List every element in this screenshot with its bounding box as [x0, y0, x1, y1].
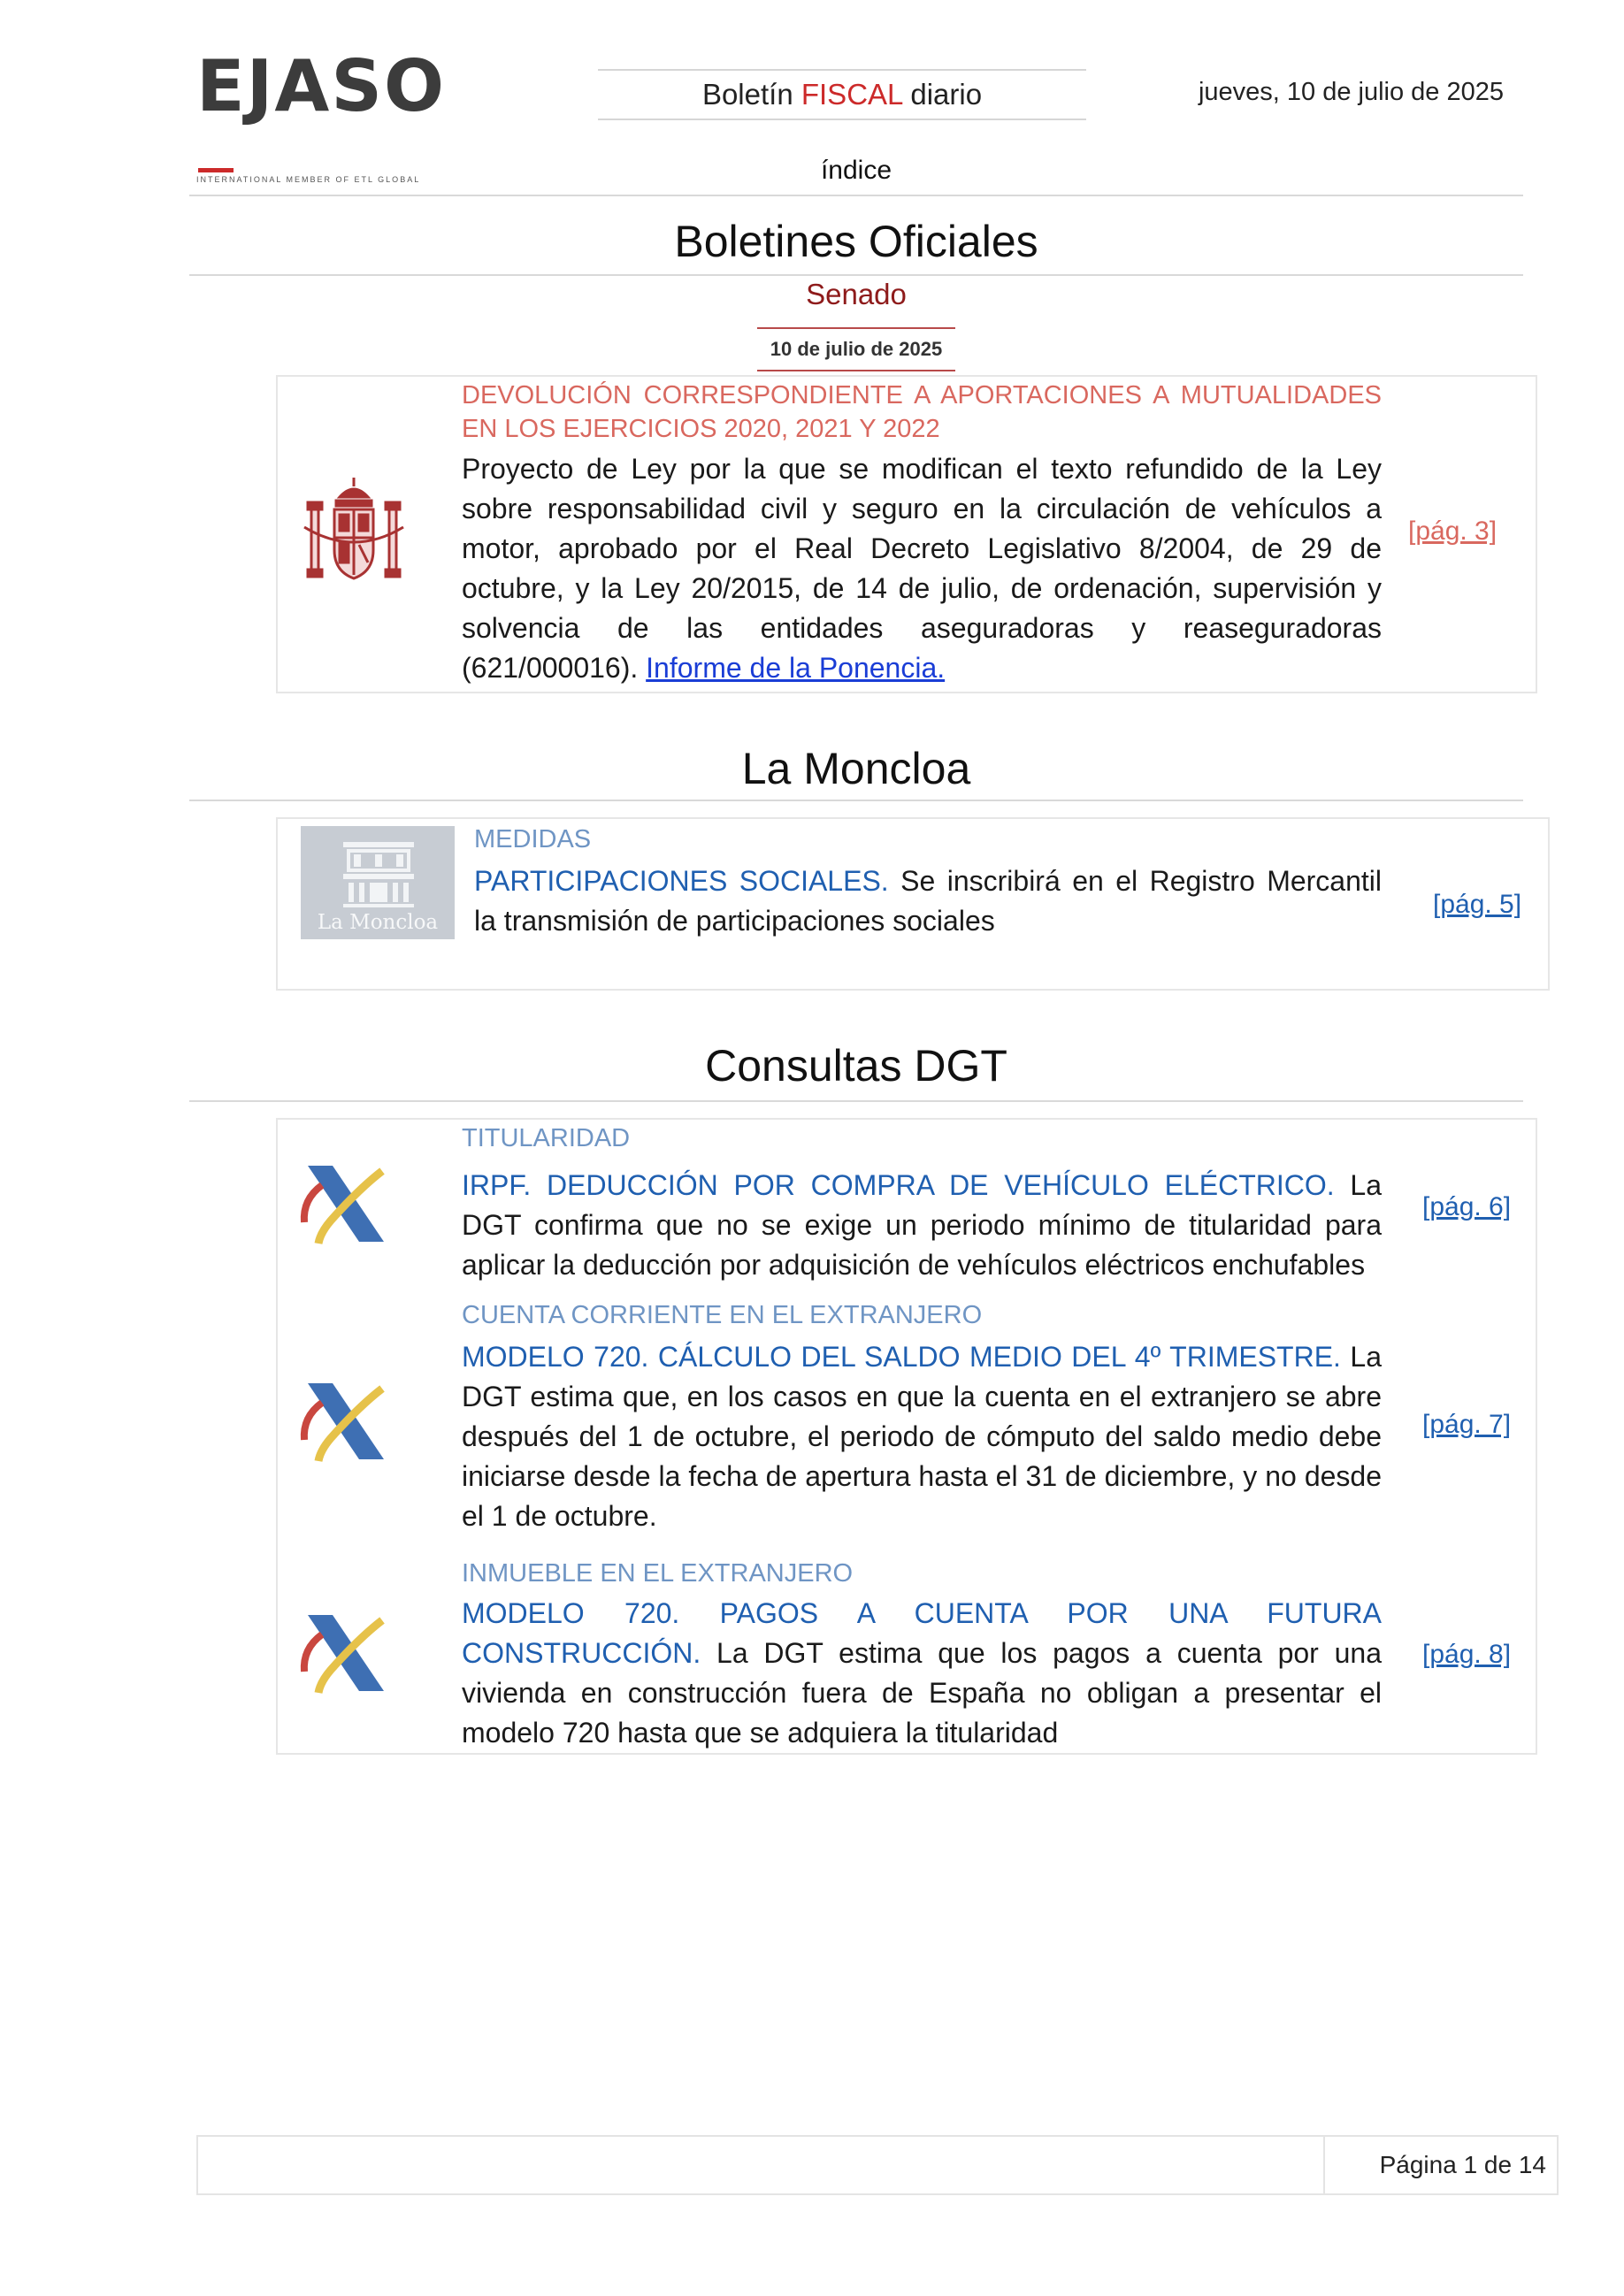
- entry-text: La DGT confirma que no se exige un periodo mínimo de titularidad para aplicar la deducción por adquisición de vehículos eléctricos enchufables: [462, 1169, 1383, 1281]
- entry-category: INMUEBLE EN EL EXTRANJERO: [462, 1559, 854, 1588]
- title-highlight: FISCAL: [801, 78, 903, 111]
- ejaso-logo: [196, 45, 446, 184]
- la-moncloa-logo: [301, 826, 455, 939]
- page-link[interactable]: [pág. 7]: [1422, 1410, 1512, 1439]
- page-link[interactable]: [pág. 6]: [1422, 1192, 1512, 1221]
- page-link[interactable]: [pág. 5]: [1433, 890, 1522, 919]
- agencia-tributaria-icon: [295, 1376, 393, 1468]
- divider: [189, 195, 1523, 196]
- section-title-boletines: Boletines Oficiales: [674, 217, 1038, 266]
- header-date: jueves, 10 de julio de 2025: [1198, 78, 1504, 106]
- entry-headline[interactable]: MODELO 720. PAGOS A CUENTA POR UNA FUTURA CONSTRUCCIÓN.: [462, 1597, 1382, 1669]
- entry-headline[interactable]: IRPF. DEDUCCIÓN POR COMPRA DE VEHÍCULO ELÉCTRICO.: [462, 1169, 1335, 1201]
- entry-text: La DGT estima que los pagos a cuenta por una vivienda en construcción fuera de España no obligan a presentar el modelo 720 hasta que se adquiera la titularidad: [462, 1637, 1382, 1749]
- entry-text: La DGT estima que, en los casos en que la cuenta en el extranjero se abre después del 1 de octubre, el periodo de cómputo del saldo medio debe iniciarse desde la fecha de apertura hasta el 31 de diciembre, y no desde el 1 de octubre.: [462, 1341, 1383, 1532]
- page-number: Página 1 de 14: [1379, 2151, 1546, 2178]
- senado-date-box: 10 de julio de 2025: [757, 327, 955, 371]
- section-title-dgt: Consultas DGT: [705, 1041, 1007, 1091]
- coat-of-arms-icon: [301, 476, 407, 593]
- entry-body: [462, 449, 1382, 688]
- bulletin-title: [598, 69, 1086, 120]
- logo-red-bar: [198, 168, 234, 173]
- agencia-tributaria-icon: [295, 1159, 393, 1251]
- entry-text: Proyecto de Ley por la que se modifican el texto refundido de la Ley sobre responsabilidad civil y seguro en la circulación de vehículos a motor, aprobado por el Real Decreto Legislativo 8/2004, de 29 de octubre, y la Ley 20/2015, de 14 de julio, de ordenación, supervisión y solvencia de las entidades aseguradoras y reaseguradoras (621/000016).: [462, 453, 1382, 684]
- divider: [189, 800, 1523, 801]
- page-link[interactable]: [pág. 3]: [1408, 517, 1498, 546]
- agencia-tributaria-icon: [295, 1608, 393, 1700]
- title-suffix: diario: [902, 78, 983, 111]
- entry-body: [462, 1166, 1382, 1285]
- entry-headline[interactable]: MODELO 720. CÁLCULO DEL SALDO MEDIO DEL 4º TRIMESTRE.: [462, 1341, 1341, 1373]
- logo-tagline: INTERNATIONAL MEMBER OF ETL GLOBAL: [196, 175, 421, 184]
- entry-category: DEVOLUCIÓN CORRESPONDIENTE A APORTACIONES A MUTUALIDADES EN LOS EJERCICIOS 2020, 2021 Y 2022: [462, 381, 1382, 443]
- informe-ponencia-link[interactable]: Informe de la Ponencia.: [646, 652, 946, 684]
- section-title-moncloa: La Moncloa: [741, 744, 971, 793]
- footer-divider: [1323, 2135, 1325, 2195]
- index-label: índice: [820, 156, 892, 185]
- divider: [189, 1100, 1523, 1102]
- entry-body: [462, 1337, 1382, 1536]
- moncloa-logo-text: La Moncloa: [317, 911, 439, 934]
- entry-headline[interactable]: PARTICIPACIONES SOCIALES.: [474, 865, 889, 897]
- page-link[interactable]: [pág. 8]: [1422, 1640, 1512, 1669]
- divider: [189, 274, 1523, 276]
- entry-category: TITULARIDAD: [462, 1124, 631, 1152]
- senado-subtitle: Senado: [806, 278, 907, 310]
- entry-category: MEDIDAS: [474, 825, 592, 853]
- title-prefix: Boletín: [701, 78, 801, 111]
- entry-text: Se inscribirá en el Registro Mercantil la transmisión de participaciones sociales: [474, 865, 1383, 937]
- entry-body: [462, 1594, 1382, 1753]
- entry-body: [474, 861, 1382, 941]
- logo-wordmark: EJASO: [196, 45, 446, 127]
- entry-category: CUENTA CORRIENTE EN EL EXTRANJERO: [462, 1301, 983, 1329]
